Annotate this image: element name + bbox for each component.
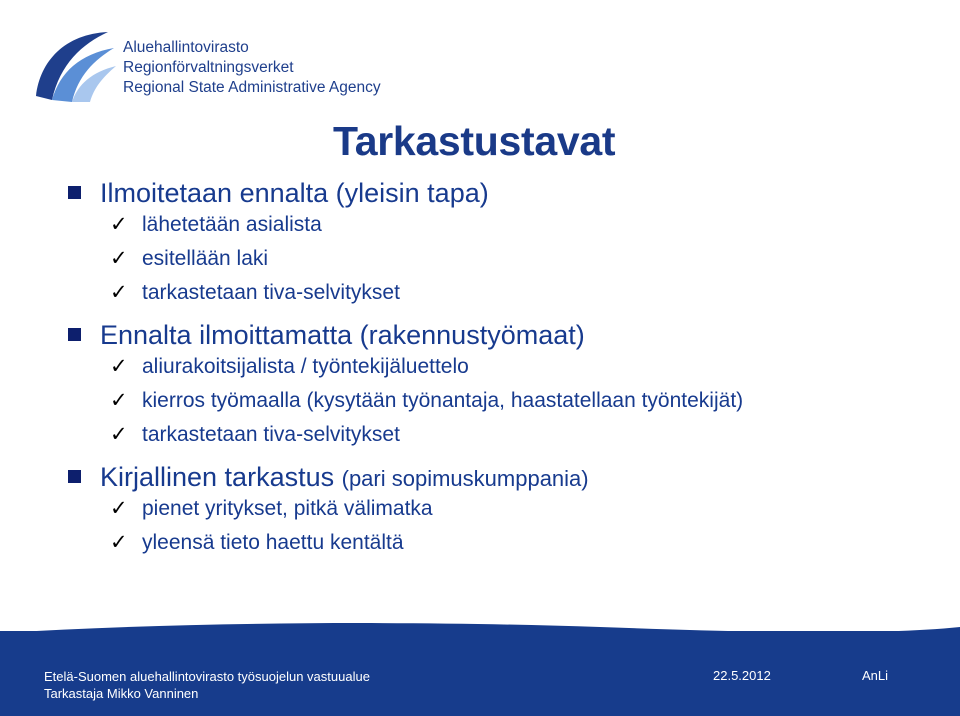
agency-swoosh-logo-icon bbox=[30, 26, 120, 106]
footer-organization bbox=[44, 668, 370, 702]
agency-name-fi: Aluehallintovirasto bbox=[123, 39, 249, 56]
section-heading bbox=[66, 460, 946, 496]
section-heading-subtext: (pari sopimuskumppania) bbox=[341, 466, 589, 491]
square-bullet-icon bbox=[68, 470, 81, 483]
agency-name-en: Regional State Administrative Agency bbox=[123, 79, 381, 96]
footer-author: AnLi bbox=[862, 668, 889, 683]
list-item bbox=[66, 246, 946, 280]
footer-wave-decoration bbox=[0, 621, 960, 641]
list-item-text: tarkastetaan tiva-selvitykset bbox=[142, 281, 400, 304]
checkmark-icon: ✓ bbox=[110, 212, 128, 236]
agency-name bbox=[123, 38, 381, 98]
checkmark-icon: ✓ bbox=[110, 280, 128, 304]
square-bullet-icon bbox=[68, 328, 81, 341]
slide-footer bbox=[0, 631, 960, 716]
list-item-text: tarkastetaan tiva-selvitykset bbox=[142, 423, 400, 446]
checkmark-icon: ✓ bbox=[110, 388, 128, 412]
list-item-text: esitellään laki bbox=[142, 247, 269, 270]
section-heading bbox=[66, 318, 946, 354]
list-item bbox=[66, 354, 946, 388]
section-heading-text: Kirjallinen tarkastus bbox=[100, 462, 335, 492]
section-heading-text: Ilmoitetaan ennalta (yleisin tapa) bbox=[100, 178, 489, 208]
list-item-text: pienet yritykset, pitkä välimatka bbox=[142, 497, 433, 520]
list-item bbox=[66, 388, 946, 422]
footer-line-1: Etelä-Suomen aluehallintovirasto työsuojelun vastuualue bbox=[44, 669, 370, 684]
list-item-text: lähetetään asialista bbox=[142, 213, 322, 236]
list-item bbox=[66, 280, 946, 314]
slide-content bbox=[66, 176, 946, 564]
checkmark-icon: ✓ bbox=[110, 530, 128, 554]
agency-name-sv: Regionförvaltningsverket bbox=[123, 59, 294, 76]
section-heading bbox=[66, 176, 946, 212]
list-item bbox=[66, 422, 946, 456]
checkmark-icon: ✓ bbox=[110, 422, 128, 446]
footer-line-2: Tarkastaja Mikko Vanninen bbox=[44, 686, 199, 701]
checkmark-icon: ✓ bbox=[110, 246, 128, 270]
list-item-text: kierros työmaalla (kysytään työnantaja, haastatellaan työntekijät) bbox=[142, 389, 744, 412]
slide-title: Tarkastustavat bbox=[333, 118, 616, 164]
list-item-text: yleensä tieto haettu kentältä bbox=[142, 531, 404, 554]
list-item bbox=[66, 496, 946, 530]
checkmark-icon: ✓ bbox=[110, 496, 128, 520]
footer-date: 22.5.2012 bbox=[713, 668, 771, 683]
list-item-text: aliurakoitsijalista / työntekijäluettelo bbox=[142, 355, 469, 378]
list-item bbox=[66, 530, 946, 564]
section-heading-text: Ennalta ilmoittamatta (rakennustyömaat) bbox=[100, 320, 585, 350]
square-bullet-icon bbox=[68, 186, 81, 199]
list-item bbox=[66, 212, 946, 246]
checkmark-icon: ✓ bbox=[110, 354, 128, 378]
